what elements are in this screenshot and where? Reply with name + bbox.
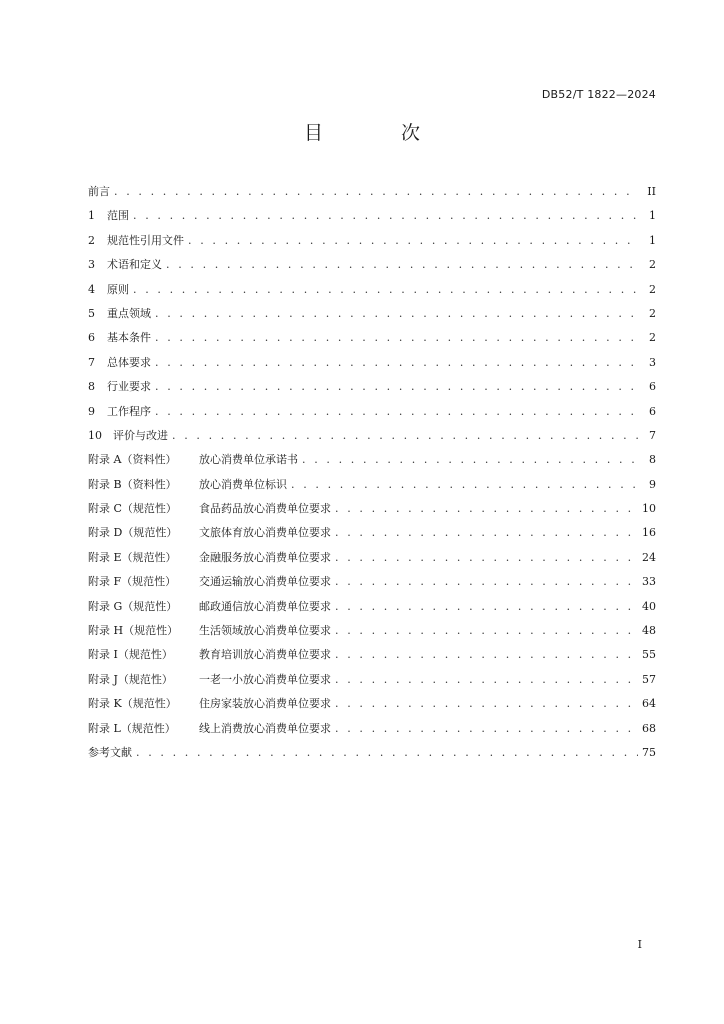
toc-entry-annex[interactable] — [88, 668, 656, 692]
toc-entry-annex[interactable] — [88, 546, 656, 570]
toc-section-number: 3 — [88, 258, 95, 272]
toc-page-number: 2 — [649, 258, 656, 272]
toc-entry-title: 工作程序 — [107, 404, 151, 418]
toc-annex-label: 附录 B（资料性） — [88, 477, 177, 491]
toc-leader-dots — [335, 619, 638, 643]
toc-section-number: 5 — [88, 306, 95, 320]
toc-leader-dots — [188, 229, 638, 253]
toc-page-number: 40 — [642, 599, 656, 613]
toc-leader-dots — [335, 643, 638, 667]
toc-entry-title: 参考文献 — [88, 745, 132, 759]
toc-section-number: 2 — [88, 233, 95, 247]
toc-page-number: 48 — [642, 624, 656, 638]
toc-page-number: 3 — [649, 355, 656, 369]
toc-entry-section[interactable] — [88, 375, 656, 399]
toc-leader-dots — [155, 400, 638, 424]
toc-leader-dots — [136, 741, 638, 765]
toc-entry-section[interactable] — [88, 229, 656, 253]
toc-page-number: 1 — [649, 233, 656, 247]
toc-entry-title: 一老一小放心消费单位要求 — [199, 672, 331, 686]
toc-leader-dots — [155, 351, 638, 375]
toc-section-number: 4 — [88, 282, 95, 296]
toc-entry-title: 重点领域 — [107, 306, 151, 320]
toc-annex-label: 附录 L（规范性） — [88, 721, 176, 735]
toc-entry-title: 术语和定义 — [107, 258, 162, 272]
toc-leader-dots — [335, 521, 638, 545]
toc-annex-label: 附录 F（规范性） — [88, 575, 177, 589]
toc-annex-label: 附录 G（规范性） — [88, 599, 178, 613]
toc-page-number: 55 — [642, 648, 656, 662]
toc-entry-section[interactable] — [88, 302, 656, 326]
toc-entry-title: 生活领域放心消费单位要求 — [199, 624, 331, 638]
toc-entry-title: 放心消费单位标识 — [199, 477, 287, 491]
toc-entry-section[interactable] — [88, 351, 656, 375]
toc-annex-label: 附录 D（规范性） — [88, 526, 178, 540]
toc-leader-dots — [155, 326, 638, 350]
toc-annex-label: 附录 A（资料性） — [88, 453, 177, 467]
toc-entry-annex[interactable] — [88, 619, 656, 643]
toc-entry-section[interactable] — [88, 204, 656, 228]
toc-entry-section[interactable] — [88, 253, 656, 277]
toc-entry-preface[interactable] — [88, 180, 656, 204]
toc-page-number: 16 — [642, 526, 656, 540]
toc-entry-title: 原则 — [107, 282, 129, 296]
toc-entry-title: 文旅体育放心消费单位要求 — [199, 526, 331, 540]
toc-section-number: 7 — [88, 355, 95, 369]
toc-entry-title: 总体要求 — [107, 355, 151, 369]
toc-entry-annex[interactable] — [88, 497, 656, 521]
toc-page-number: 33 — [642, 575, 656, 589]
toc-leader-dots — [133, 278, 638, 302]
toc-section-number: 1 — [88, 209, 95, 223]
toc-entry-references[interactable] — [88, 741, 656, 765]
toc-entry-annex[interactable] — [88, 570, 656, 594]
toc-entry-title: 规范性引用文件 — [107, 233, 184, 247]
toc-page-number: 64 — [642, 697, 656, 711]
toc-page-number: 10 — [642, 502, 656, 516]
toc-entry-title: 住房家装放心消费单位要求 — [199, 697, 331, 711]
toc-entry-annex[interactable] — [88, 595, 656, 619]
toc-entry-title: 交通运输放心消费单位要求 — [199, 575, 331, 589]
toc-section-number: 6 — [88, 331, 95, 345]
toc-entry-section[interactable] — [88, 326, 656, 350]
page-folio: I — [637, 938, 642, 951]
toc-page-number: II — [647, 185, 656, 198]
toc-annex-label: 附录 E（规范性） — [88, 550, 177, 564]
toc-leader-dots — [172, 424, 638, 448]
toc-leader-dots — [335, 546, 638, 570]
toc-page-number: 68 — [642, 721, 656, 735]
toc-page-number: 6 — [649, 404, 656, 418]
toc-entry-section[interactable] — [88, 424, 656, 448]
toc-entry-title: 行业要求 — [107, 380, 151, 394]
toc-leader-dots — [166, 253, 638, 277]
toc-entry-title: 范围 — [107, 209, 129, 223]
toc-entry-title: 评价与改进 — [113, 428, 168, 442]
toc-entry-title: 邮政通信放心消费单位要求 — [199, 599, 331, 613]
toc-entry-title: 基本条件 — [107, 331, 151, 345]
toc-entry-annex[interactable] — [88, 717, 656, 741]
toc-leader-dots — [302, 448, 638, 472]
toc-leader-dots — [155, 302, 638, 326]
toc-page-number: 9 — [649, 477, 656, 491]
toc-entry-section[interactable] — [88, 400, 656, 424]
toc-entry-annex[interactable] — [88, 448, 656, 472]
toc-entry-annex[interactable] — [88, 692, 656, 716]
toc-leader-dots — [335, 497, 638, 521]
toc-page-number: 2 — [649, 306, 656, 320]
toc-page-number: 57 — [642, 672, 656, 686]
toc-entry-title: 金融服务放心消费单位要求 — [199, 550, 331, 564]
toc-page-number: 24 — [642, 550, 656, 564]
toc-entry-annex[interactable] — [88, 473, 656, 497]
toc-page-number: 7 — [649, 428, 656, 442]
toc-entry-section[interactable] — [88, 278, 656, 302]
toc-page-number: 8 — [649, 453, 656, 467]
toc-page-number: 1 — [649, 209, 656, 223]
toc-entry-title: 教育培训放心消费单位要求 — [199, 648, 331, 662]
toc-page-number: 2 — [649, 331, 656, 345]
toc-entry-title: 放心消费单位承诺书 — [199, 453, 298, 467]
toc-entry-annex[interactable] — [88, 643, 656, 667]
toc-annex-label: 附录 K（规范性） — [88, 697, 177, 711]
toc-section-number: 9 — [88, 404, 95, 418]
toc-leader-dots — [114, 180, 638, 204]
toc-leader-dots — [335, 692, 638, 716]
toc-annex-label: 附录 H（规范性） — [88, 624, 179, 638]
toc-page-number: 75 — [642, 745, 656, 759]
toc-section-number: 10 — [88, 428, 102, 442]
toc-entry-title: 前言 — [88, 185, 110, 198]
toc-page-number: 6 — [649, 380, 656, 394]
toc-leader-dots — [155, 375, 638, 399]
standard-code: DB52/T 1822—2024 — [541, 88, 656, 101]
toc-entry-annex[interactable] — [88, 521, 656, 545]
toc-page-number: 2 — [649, 282, 656, 296]
toc-leader-dots — [335, 668, 638, 692]
toc-leader-dots — [335, 570, 638, 594]
page-title: 目 次 — [303, 122, 457, 144]
toc-annex-label: 附录 J（规范性） — [88, 672, 173, 686]
toc-leader-dots — [335, 717, 638, 741]
toc-section-number: 8 — [88, 380, 95, 394]
toc-leader-dots — [291, 473, 638, 497]
toc-entry-title: 食品药品放心消费单位要求 — [199, 502, 331, 516]
toc-leader-dots — [133, 204, 638, 228]
toc-annex-label: 附录 I（规范性） — [88, 648, 173, 662]
toc-annex-label: 附录 C（规范性） — [88, 502, 177, 516]
toc-entry-title: 线上消费放心消费单位要求 — [199, 721, 331, 735]
table-of-contents — [88, 180, 656, 765]
toc-leader-dots — [335, 595, 638, 619]
